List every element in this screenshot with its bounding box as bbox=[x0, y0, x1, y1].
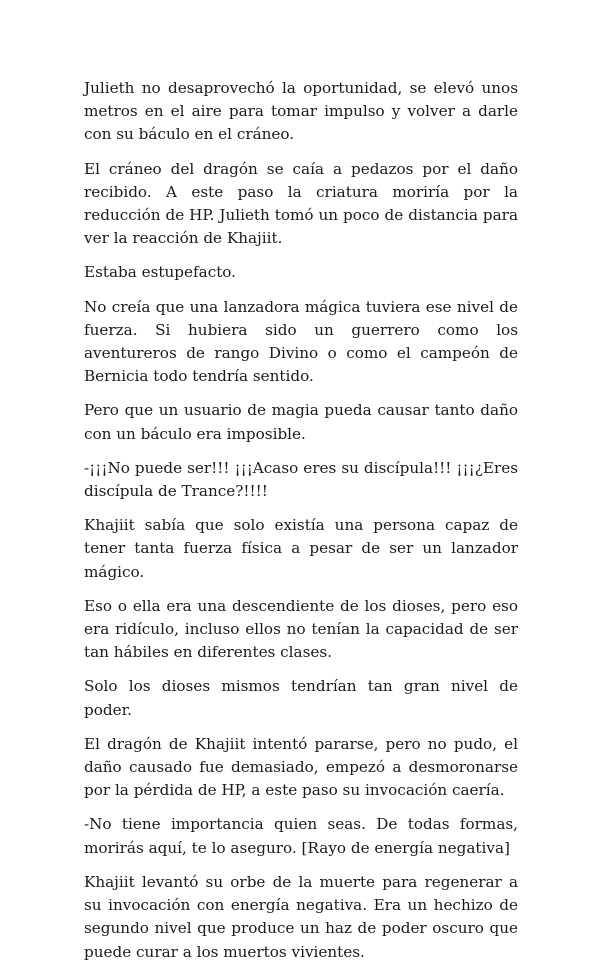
paragraph-4: No creía que una lanzadora mágica tuviera ese nivel de fuerza. Si hubiera sido un guerrero como los aventureros de rango Divino o como el campeón de Bernicia todo tendría sentido. bbox=[84, 297, 518, 386]
paragraph-6: -¡¡¡No puede ser!!! ¡¡¡Acaso eres su discípula!!! ¡¡¡¿Eres discípula de Trance?!!!! bbox=[84, 458, 518, 501]
paragraph-2: El cráneo del dragón se caía a pedazos por el daño recibido. A este paso la criatura moriría por la reducción de HP. Julieth tomó un poco de distancia para ver la reacción de Khajiit. bbox=[84, 159, 518, 248]
page-body bbox=[84, 77, 518, 975]
paragraph-12: Khajiit levantó su orbe de la muerte para regenerar a su invocación con energía negativa. Era un hechizo de segundo nivel que produce un haz de poder oscuro que puede curar a los muertos vivientes. bbox=[84, 872, 518, 961]
paragraph-9: Solo los dioses mismos tendrían tan gran nivel de poder. bbox=[84, 677, 518, 719]
paragraph-7: Khajiit sabía que solo existía una persona capaz de tener tanta fuerza física a pesar de ser un lanzador mágico. bbox=[84, 516, 518, 581]
paragraph-8: Eso o ella era una descendiente de los dioses, pero eso era ridículo, incluso ellos no tenían la capacidad de ser tan hábiles en diferentes clases. bbox=[84, 596, 518, 662]
paragraph-3: Estaba estupefacto. bbox=[84, 263, 237, 282]
paragraph-10: El dragón de Khajiit intentó pararse, pero no pudo, el daño causado fue demasiado, empezó a desmoronarse por la pérdida de HP, a este paso su invocación caería. bbox=[84, 734, 518, 800]
paragraph-5: Pero que un usuario de magia pueda causar tanto daño con un báculo era imposible. bbox=[84, 401, 518, 443]
paragraph-1: Julieth no desaprovechó la oportunidad, se elevó unos metros en el aire para tomar impulso y volver a darle con su báculo en el cráneo. bbox=[84, 79, 518, 144]
paragraph-11: -No tiene importancia quien seas. De todas formas, morirás aquí, te lo aseguro. [Rayo de energía negativa] bbox=[84, 815, 518, 857]
